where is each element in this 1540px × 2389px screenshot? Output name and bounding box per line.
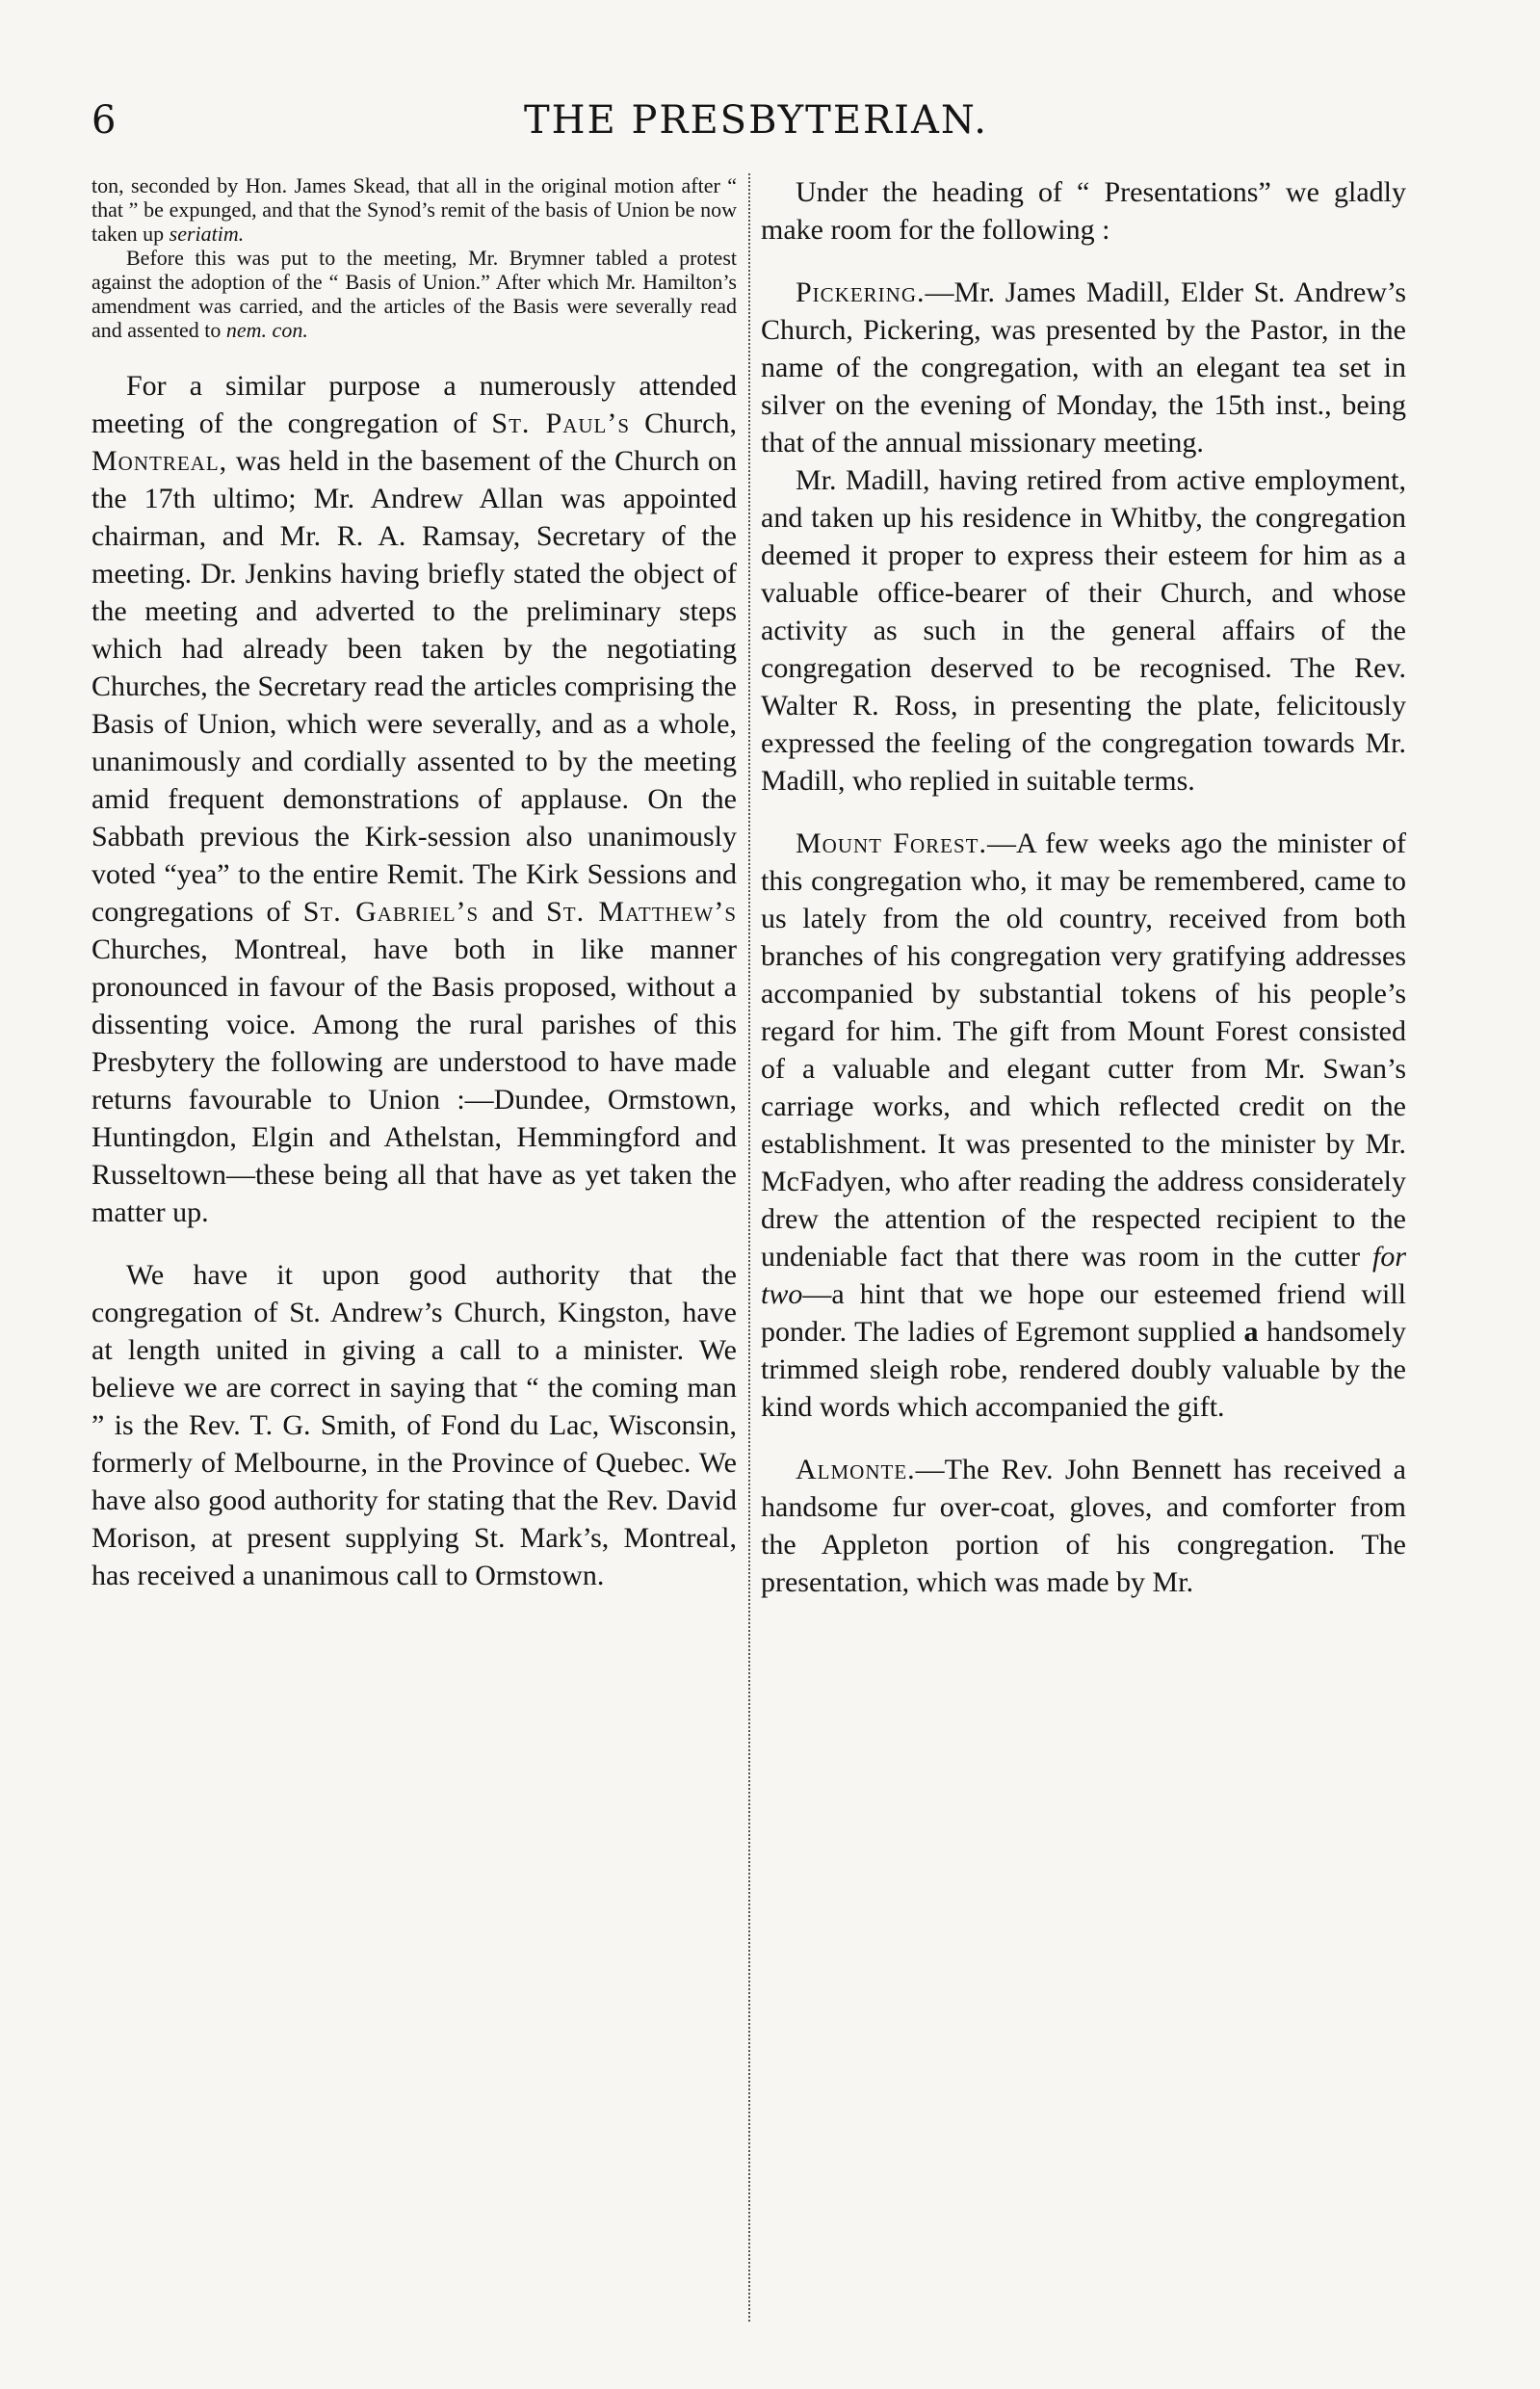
page-number: 6 [91,98,117,143]
almonte-paragraph: Almonte.—The Rev. John Bennett has received a handsome fur over-coat, gloves, and comforter from the Appleton portion of his congregation. The presentation, which was made by Mr. [761,1454,1406,1598]
protest-paragraph: Before this was put to the meeting, Mr. Brymner tabled a protest against the adoption of the “ Basis of Union.” After which Mr. Hamilton’s amendment was carried, and the articles of the Basis were severally read and assented to nem. con. [91,246,737,342]
pickering-paragraph: Pickering.—Mr. James Madill, Elder St. Andrew’s Church, Pickering, was presented by the Pastor, in the name of the congregation, with an elegant tea set in silver on the evening of Monday, the 15th inst., being that of the annual missionary meeting. [761,276,1406,459]
running-title: THE PRESBYTERIAN. [523,98,989,143]
kingston-paragraph: We have it upon good authority that the congregation of St. Andrew’s Church, Kingston, have at length united in giving a call to a minister. We believe we are correct in saying that “ the coming man ” is the Rev. T. G. Smith, of Fond du Lac, Wisconsin, formerly of Melbourne, in the Province of Quebec. We have also good authority for stating that the Rev. David Morison, at present supplying St. Mark’s, Montreal, has received a unanimous call to Ormstown. [91,1259,737,1591]
page-header [91,92,1421,149]
madill-paragraph: Mr. Madill, having retired from active employment, and taken up his residence in Whitby, the congregation deemed it proper to express their esteem for him as a valuable office-bearer of their Church, and whose activity as such in the general affairs of the congregation deserved to be recognised. The Rev. Walter R. Ross, in presenting the plate, felicitously expressed the feeling of the congregation towards Mr. Madill, who replied in suitable terms. [761,464,1406,797]
right-column [761,173,1406,1601]
motion-paragraph: ton, seconded by Hon. James Skead, that all in the original motion after “ that ” be expunged, and that the Synod’s remit of the basis of Union be now taken up seriatim. [91,173,737,246]
presentations-intro: Under the heading of “ Presentations” we gladly make room for the following : [761,176,1406,246]
column-divider [748,173,750,2322]
left-column [91,173,737,1594]
mount-forest-paragraph: Mount Forest.—A few weeks ago the minister of this congregation who, it may be remembered, came to us lately from the old country, received from both branches of his congregation very gratifying addresses accompanied by substantial tokens of his people’s regard for him. The gift from Mount Forest consisted of a valuable and elegant cutter from Mr. Swan’s carriage works, and which reflected credit on the establishment. It was presented to the minister by Mr. McFadyen, who after reading the address considerately drew the attention of the respected recipient to the undeniable fact that there was room in the cutter for two—a hint that we hope our esteemed friend will ponder. The ladies of Egremont supplied a handsomely trimmed sleigh robe, rendered doubly valuable by the kind words which accompanied the gift. [761,827,1407,1423]
st-pauls-paragraph: For a similar purpose a numerously attended meeting of the congregation of St. Paul’s Church, Montreal, was held in the basement of the Church on the 17th ultimo; Mr. Andrew Allan was appointed chairman, and Mr. R. A. Ramsay, Secretary of the meeting. Dr. Jenkins having briefly stated the object of the meeting and adverted to the preliminary steps which had already been taken by the negotiating Churches, the Secretary read the articles comprising the Basis of Union, which were severally, and as a whole, unanimously and cordially assented to by the meeting amid frequent demonstrations of applause. On the Sabbath previous the Kirk-session also unanimously voted “yea” to the entire Remit. The Kirk Sessions and congregations of St. Gabriel’s and St. Matthew’s Churches, Montreal, have both in like manner pronounced in favour of the Basis proposed, without a dissenting voice. Among the rural parishes of this Presbytery the following are understood to have made returns favourable to Union :—Dundee, Ormstown, Huntingdon, Elgin and Athelstan, Hemmingford and Russeltown—these being all that have as yet taken the matter up. [91,370,738,1228]
